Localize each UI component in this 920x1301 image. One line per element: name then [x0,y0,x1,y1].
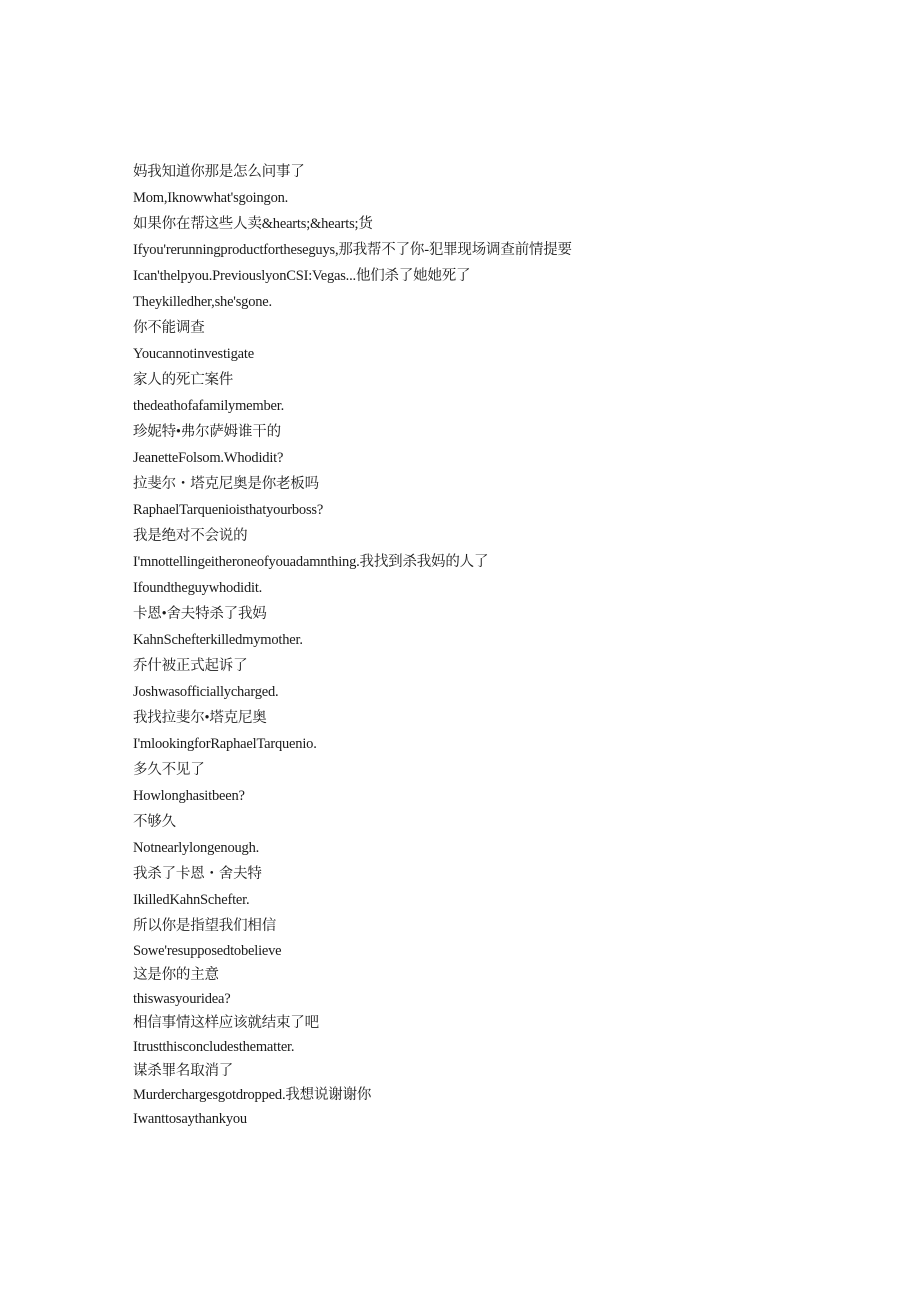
subtitle-line: IkilledKahnSchefter. [133,892,250,908]
subtitle-line: KahnSchefterkilledmymother. [133,632,303,648]
subtitle-line: 家人的死亡案件 [133,372,234,388]
subtitle-line: Notnearlylongenough. [133,840,260,856]
subtitle-line: 所以你是指望我们相信 [133,918,276,934]
subtitle-line: Itrustthisconcludesthematter. [133,1039,295,1055]
subtitle-line: Ican'thelpyou.PreviouslyonCSI:Vegas...他们杀了她她死了 [133,268,471,284]
subtitle-line: 拉斐尔・塔克尼奥是你老板吗 [133,476,319,492]
subtitle-line: 我找拉斐尔•塔克尼奥 [133,710,267,726]
subtitle-line: RaphaelTarquenioisthatyourboss? [133,502,324,518]
subtitle-line: Youcannotinvestigate [133,346,254,362]
subtitle-line: Theykilledher,she'sgone. [133,294,272,310]
subtitle-line: I'mnottellingeitheroneofyouadamnthing.我找到杀我妈的人了 [133,554,489,570]
subtitle-line: thiswasyouridea? [133,991,231,1007]
subtitle-line: 珍妮特•弗尔萨姆谁干的 [133,424,281,440]
subtitle-line: 相信事情这样应该就结束了吧 [133,1015,319,1031]
subtitle-line: 多久不见了 [133,762,205,778]
subtitle-line: 不够久 [133,814,176,830]
subtitle-line: I'mlookingforRaphaelTarquenio. [133,736,317,752]
subtitle-line: Ifyou'rerunningproductfortheseguys,那我帮不了你-犯罪现场调查前情提要 [133,242,572,258]
subtitle-line: 你不能调查 [133,320,205,336]
subtitle-line: thedeathofafamilymember. [133,398,285,414]
subtitle-line: Sowe'resupposedtobelieve [133,943,282,959]
subtitle-line: 乔什被正式起诉了 [133,658,248,674]
subtitle-line: 卡恩•舍夫特杀了我妈 [133,606,267,622]
subtitle-line: Joshwasofficiallycharged. [133,684,279,700]
subtitle-line: 如果你在帮这些人卖&hearts;&hearts;货 [133,216,373,232]
subtitle-line: 我是绝对不会说的 [133,528,248,544]
subtitle-line: Ifoundtheguywhodidit. [133,580,263,596]
subtitle-line: Howlonghasitbeen? [133,788,245,804]
subtitle-line: JeanetteFolsom.Whodidit? [133,450,284,466]
subtitle-transcript [133,159,833,1131]
subtitle-line: 谋杀罪名取消了 [133,1063,234,1079]
subtitle-line: Iwanttosaythankyou [133,1111,247,1127]
subtitle-line: 妈我知道你那是怎么问事了 [133,164,305,180]
subtitle-line: Murderchargesgotdropped.我想说谢谢你 [133,1087,372,1103]
subtitle-line: 这是你的主意 [133,967,219,983]
subtitle-line: 我杀了卡恩・舍夫特 [133,866,262,882]
subtitle-line: Mom,Iknowwhat'sgoingon. [133,190,289,206]
